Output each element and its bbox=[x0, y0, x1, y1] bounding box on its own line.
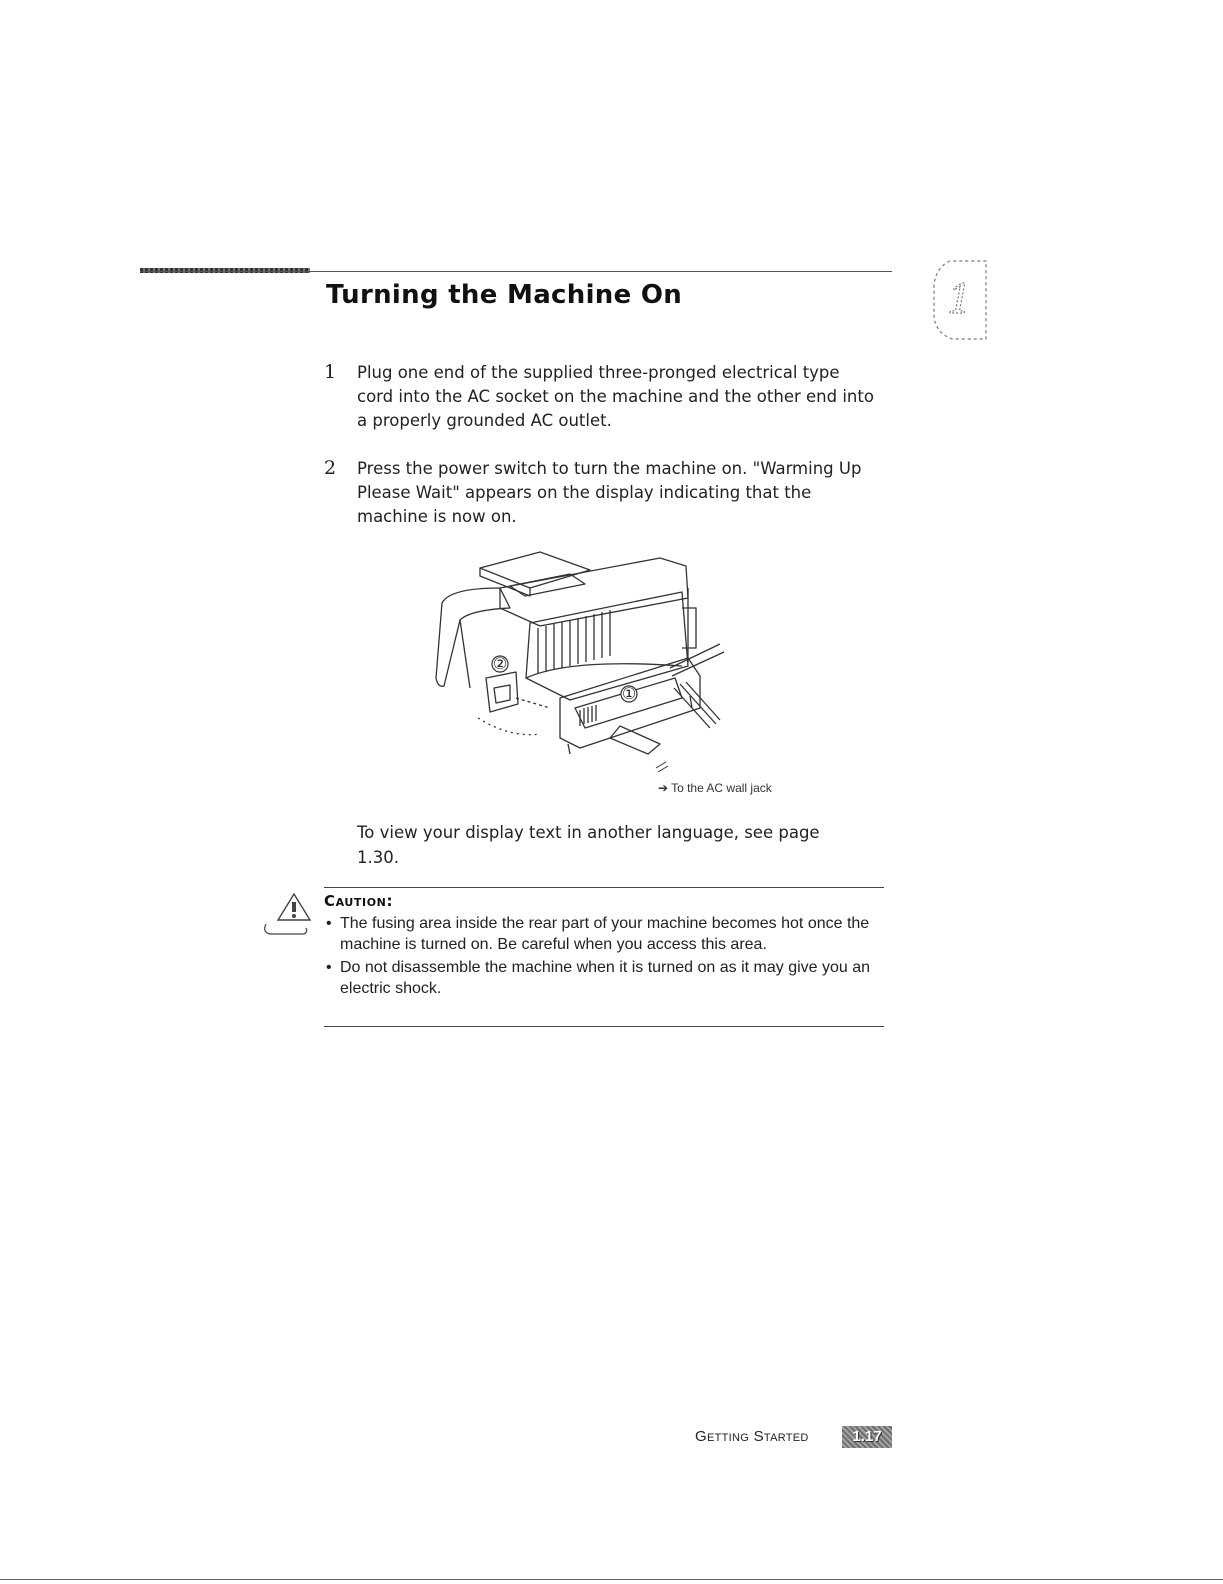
bullet-icon: • bbox=[326, 959, 332, 976]
step-number: 2 bbox=[324, 457, 337, 479]
caution-item-text: The fusing area inside the rear part of your machine becomes hot once the machine is turned on. Be careful when you access this area. bbox=[340, 915, 870, 953]
callout-1: ① bbox=[621, 684, 637, 703]
step-text: Press the power switch to turn the machine on. "Warming Up Please Wait" appears on the display indicating that the machine is now on. bbox=[357, 459, 862, 526]
arrow-right-icon: ➔ bbox=[658, 781, 669, 795]
figure-caption-text: To the AC wall jack bbox=[671, 781, 772, 795]
machine-rear-illustration bbox=[420, 548, 740, 778]
caution-item-text: Do not disassemble the machine when it is turned on as it may give you an electric shock. bbox=[340, 959, 871, 997]
caution-title: Caution: bbox=[324, 892, 394, 910]
caution-item bbox=[324, 957, 884, 999]
page-title: Turning the Machine On bbox=[326, 280, 683, 310]
figure-caption bbox=[658, 781, 772, 795]
caution-warning-icon bbox=[258, 890, 320, 940]
caution-item bbox=[324, 913, 884, 955]
step-number: 1 bbox=[324, 361, 337, 383]
page-number-badge: 1.17 bbox=[842, 1426, 892, 1448]
callout-2: ② bbox=[492, 654, 508, 673]
page-bottom-rule bbox=[0, 1579, 1223, 1580]
step-text: Plug one end of the supplied three-pronged electrical type cord into the AC socket on the machine and the other end into a properly grounded AC outlet. bbox=[357, 363, 874, 430]
chapter-number: 1 bbox=[947, 277, 973, 323]
language-note: To view your display text in another language, see page 1.30. bbox=[357, 823, 820, 867]
caution-rule-bottom bbox=[324, 1026, 884, 1027]
chapter-tab-icon bbox=[930, 255, 998, 347]
caution-list bbox=[324, 913, 884, 1001]
bullet-icon: • bbox=[326, 915, 332, 932]
caution-rule-top bbox=[324, 887, 884, 888]
header-rule bbox=[140, 271, 892, 272]
footer-section-label: Getting Started bbox=[695, 1428, 809, 1445]
